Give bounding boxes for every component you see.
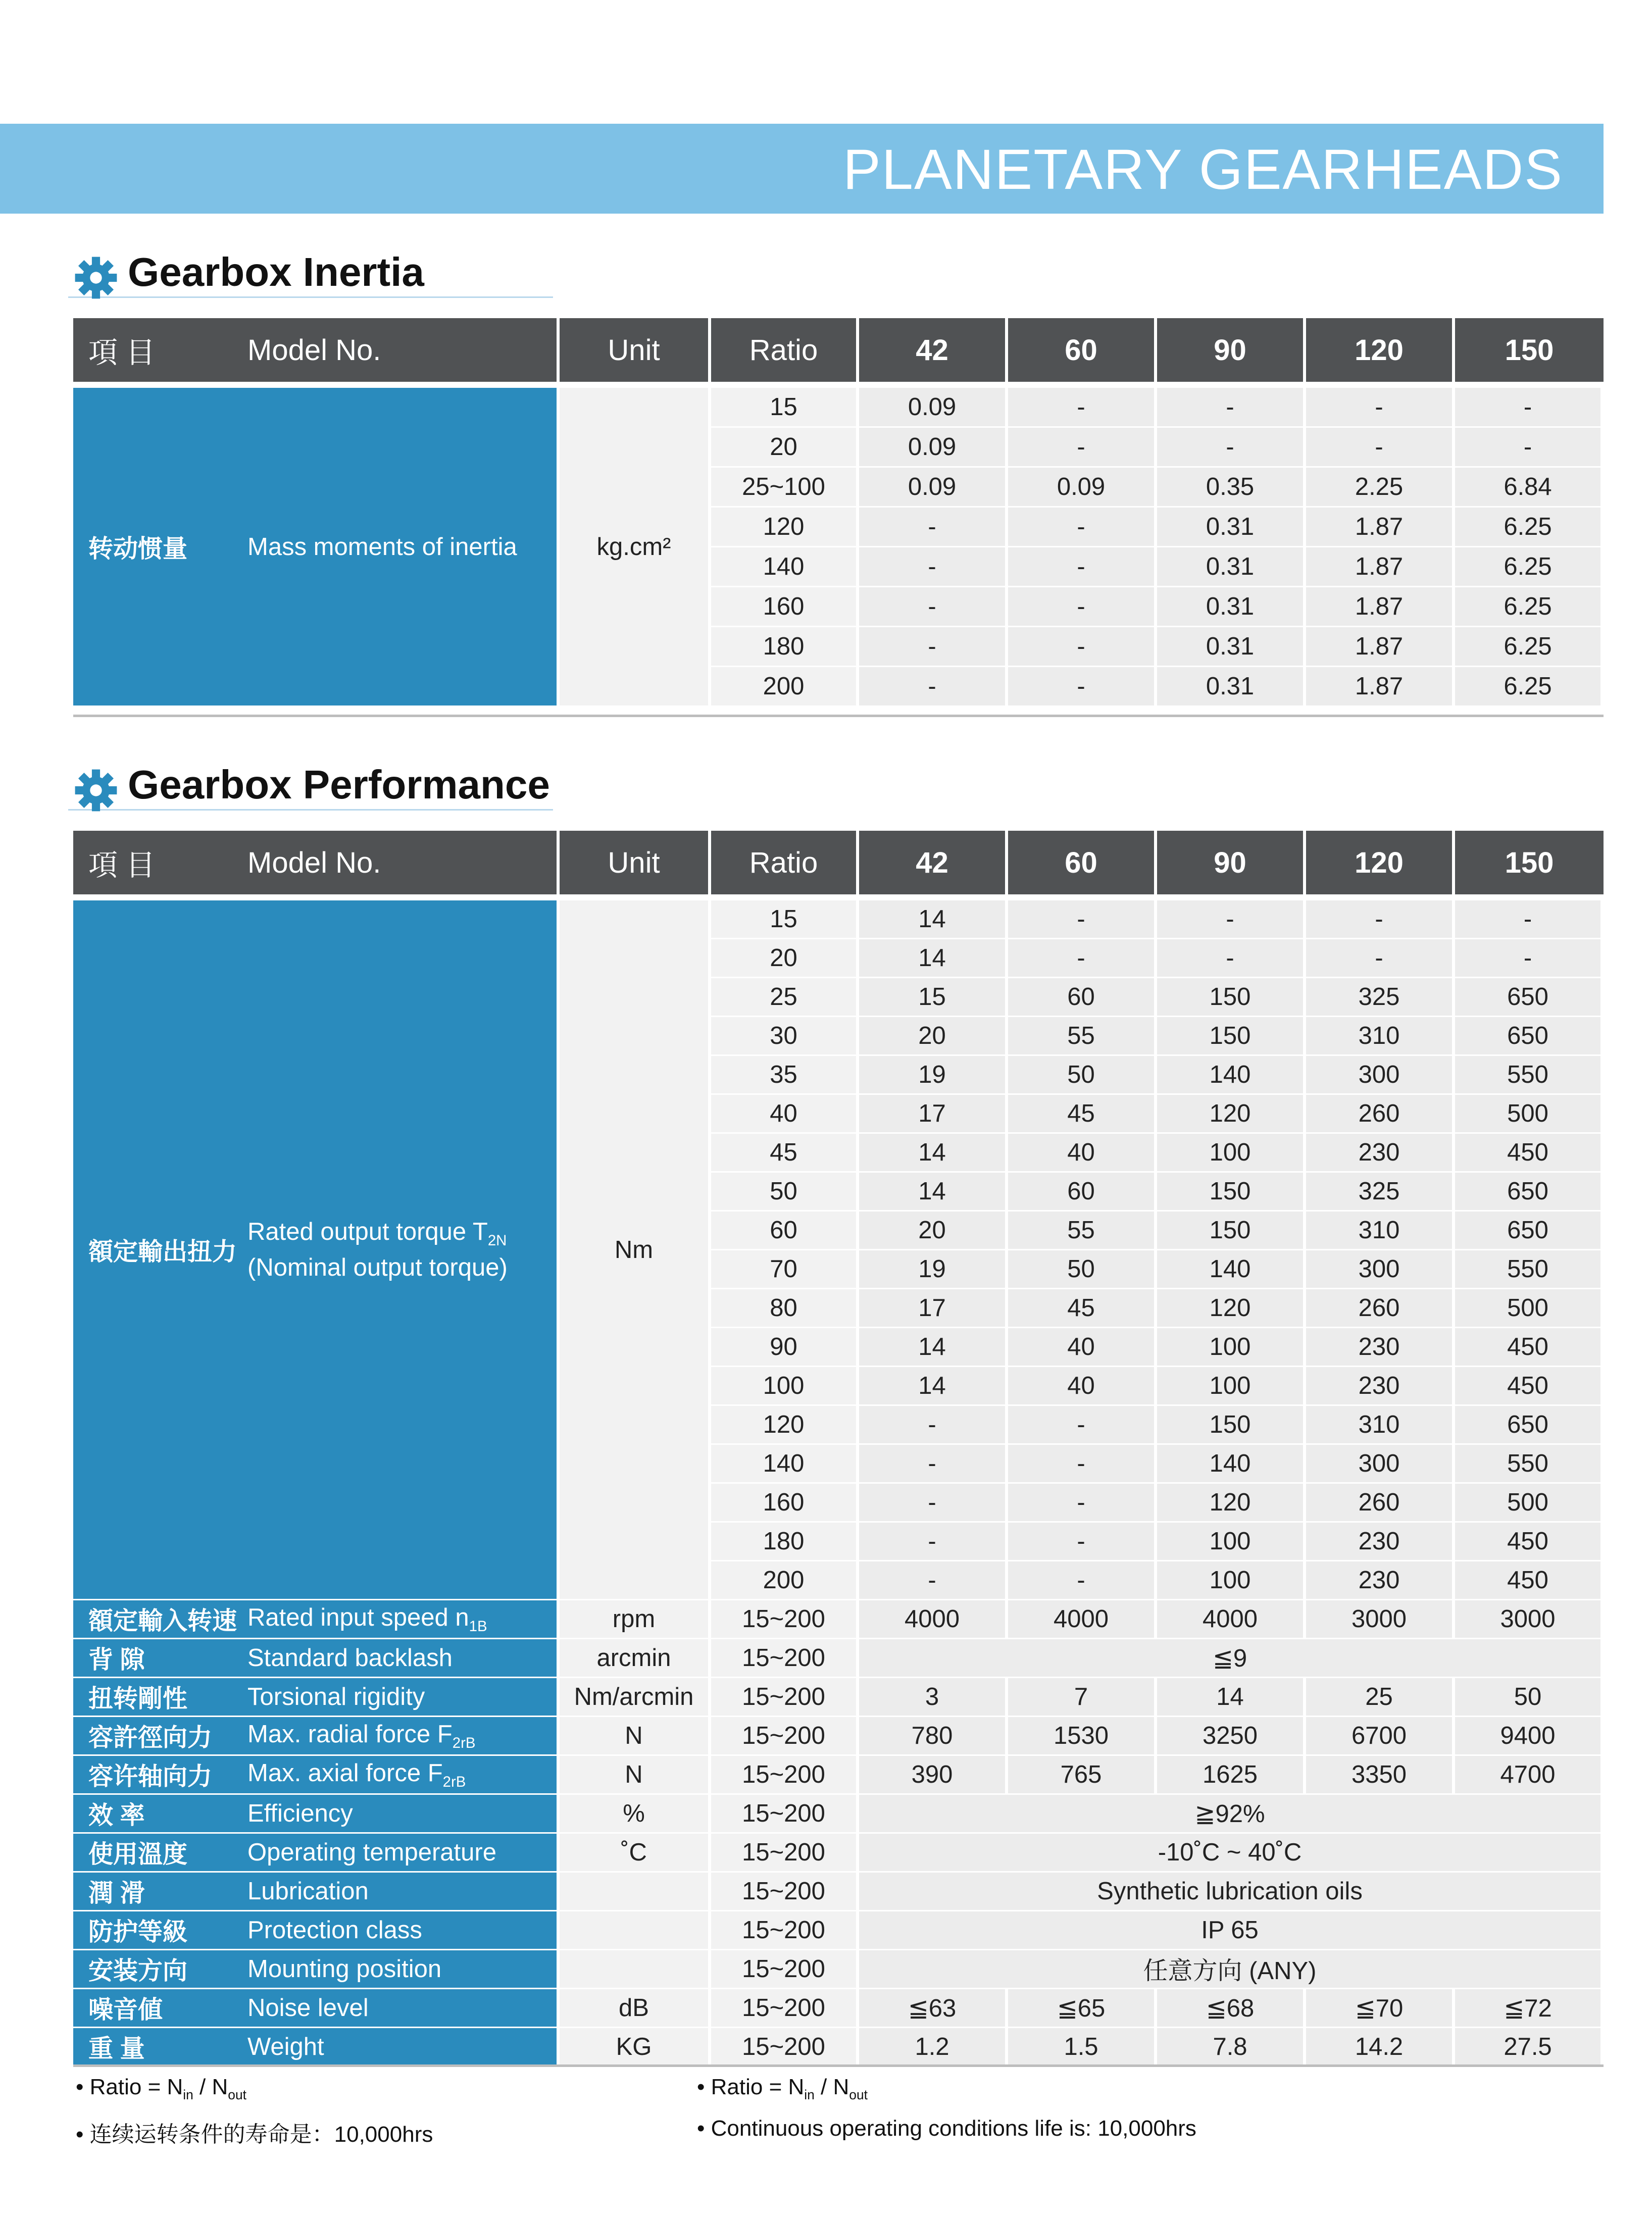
unit-cell <box>560 1950 711 1989</box>
value-cell: - <box>859 1406 1008 1445</box>
unit-cell: arcmin <box>560 1639 711 1678</box>
value-cell: ≦9 <box>859 1639 1604 1678</box>
value-cell: 650 <box>1455 1017 1604 1056</box>
value-cell: 6.25 <box>1455 547 1604 587</box>
value-cell: 450 <box>1455 1134 1604 1173</box>
value-cell: - <box>1157 939 1306 978</box>
value-cell: 40 <box>1008 1367 1157 1406</box>
value-cell: 6.25 <box>1455 627 1604 667</box>
ratio-cell: 35 <box>711 1056 859 1095</box>
value-cell: 14 <box>859 1328 1008 1367</box>
value-cell: 1.2 <box>859 2028 1008 2067</box>
ratio-cell: 200 <box>711 667 859 707</box>
value-cell: 550 <box>1455 1445 1604 1484</box>
ratio-cell: 30 <box>711 1017 859 1056</box>
value-cell: 4000 <box>859 1600 1008 1639</box>
value-cell: ≧92% <box>859 1795 1604 1834</box>
value-cell: - <box>1306 900 1455 939</box>
value-cell: 14 <box>859 1134 1008 1173</box>
value-cell: 20 <box>859 1017 1008 1056</box>
value-cell: 25 <box>1306 1678 1455 1717</box>
value-cell: 150 <box>1157 1173 1306 1212</box>
value-cell: 19 <box>859 1056 1008 1095</box>
table-row <box>73 900 1604 939</box>
value-cell: - <box>1157 900 1306 939</box>
value-cell: 300 <box>1306 1056 1455 1095</box>
value-cell: 260 <box>1306 1289 1455 1328</box>
ratio-cell: 60 <box>711 1212 859 1250</box>
table-row <box>73 388 1604 428</box>
table-row <box>73 1717 1604 1756</box>
value-cell: 120 <box>1157 1095 1306 1134</box>
header-model-120: 120 <box>1306 831 1455 894</box>
value-cell: 260 <box>1306 1484 1455 1523</box>
row-label-en: Rated input speed $n_{1B}$ <box>242 1600 560 1639</box>
row-label-cn: 转动惯量 <box>73 388 242 707</box>
performance-table <box>73 831 1604 2067</box>
header-model-90: 90 <box>1157 318 1306 382</box>
table-row <box>73 2028 1604 2067</box>
value-cell: - <box>1157 428 1306 468</box>
unit-cell: Nm <box>560 900 711 1600</box>
value-cell: 55 <box>1008 1212 1157 1250</box>
row-label-en: Max. radial force $F_{2rB}$ <box>242 1717 560 1756</box>
row-label-en: Operating temperature <box>242 1834 560 1873</box>
value-cell: 120 <box>1157 1484 1306 1523</box>
value-cell: - <box>1008 939 1157 978</box>
value-cell: 1625 <box>1157 1756 1306 1795</box>
value-cell: 260 <box>1306 1095 1455 1134</box>
value-cell: 17 <box>859 1095 1008 1134</box>
row-label-cn: 額定輸入转速 <box>73 1600 242 1639</box>
value-cell: 40 <box>1008 1328 1157 1367</box>
value-cell: - <box>1008 508 1157 547</box>
value-cell: - <box>859 547 1008 587</box>
row-label-cn: 容許徑向力 <box>73 1717 242 1756</box>
note-ratio-cn: • Ratio = $N_{in} / N_{out}$ <box>76 2075 246 2102</box>
value-cell: - <box>1008 587 1157 627</box>
note-life-en: • Continuous operating conditions life is: 10,000hrs <box>697 2116 1196 2141</box>
value-cell: 3 <box>859 1678 1008 1717</box>
inertia-section-title <box>68 246 553 298</box>
unit-cell <box>560 1873 711 1911</box>
value-cell: 100 <box>1157 1523 1306 1561</box>
value-cell: 450 <box>1455 1561 1604 1600</box>
ratio-cell: 15~200 <box>711 1717 859 1756</box>
value-cell: 50 <box>1455 1678 1604 1717</box>
header-model-150: 150 <box>1455 318 1604 382</box>
value-cell: 14 <box>1157 1678 1306 1717</box>
value-cell: 325 <box>1306 1173 1455 1212</box>
value-cell: 45 <box>1008 1289 1157 1328</box>
value-cell: 20 <box>859 1212 1008 1250</box>
value-cell: 60 <box>1008 978 1157 1017</box>
value-cell: - <box>1008 1445 1157 1484</box>
table-row <box>73 1756 1604 1795</box>
value-cell: 765 <box>1008 1756 1157 1795</box>
inertia-table <box>73 318 1604 707</box>
value-cell: 15 <box>859 978 1008 1017</box>
value-cell: - <box>1008 1406 1157 1445</box>
value-cell: - <box>1455 939 1604 978</box>
row-label-en: Efficiency <box>242 1795 560 1834</box>
value-cell: - <box>1008 900 1157 939</box>
row-label-en: Standard backlash <box>242 1639 560 1678</box>
unit-cell <box>560 1911 711 1950</box>
value-cell: 任意方向 (ANY) <box>859 1950 1604 1989</box>
ratio-cell: 15~200 <box>711 1600 859 1639</box>
unit-cell: dB <box>560 1989 711 2028</box>
value-cell: 550 <box>1455 1250 1604 1289</box>
ratio-cell: 50 <box>711 1173 859 1212</box>
value-cell: 50 <box>1008 1250 1157 1289</box>
row-label-cn: 背 隙 <box>73 1639 242 1678</box>
ratio-cell: 70 <box>711 1250 859 1289</box>
value-cell: 310 <box>1306 1212 1455 1250</box>
inertia-bottom-rule <box>73 715 1604 717</box>
ratio-cell: 15~200 <box>711 2028 859 2067</box>
row-label-cn: 安装方向 <box>73 1950 242 1989</box>
value-cell: 0.09 <box>1008 468 1157 508</box>
value-cell: 19 <box>859 1250 1008 1289</box>
header-model-60: 60 <box>1008 318 1157 382</box>
value-cell: 140 <box>1157 1056 1306 1095</box>
value-cell: 40 <box>1008 1134 1157 1173</box>
value-cell: ≦70 <box>1306 1989 1455 2028</box>
value-cell: 9400 <box>1455 1717 1604 1756</box>
value-cell: 650 <box>1455 1406 1604 1445</box>
value-cell: 1.87 <box>1306 508 1455 547</box>
ratio-cell: 15 <box>711 900 859 939</box>
value-cell: 310 <box>1306 1406 1455 1445</box>
value-cell: 1.87 <box>1306 667 1455 707</box>
value-cell: - <box>1008 547 1157 587</box>
row-label-cn: 噪音値 <box>73 1989 242 2028</box>
header-model: Model No. <box>242 831 560 894</box>
ratio-cell: 15~200 <box>711 1950 859 1989</box>
value-cell: - <box>859 508 1008 547</box>
note-life-cn: • 连续运转条件的寿命是：10,000hrs <box>76 2122 433 2147</box>
header-model-90: 90 <box>1157 831 1306 894</box>
value-cell: 120 <box>1157 1289 1306 1328</box>
value-cell: 150 <box>1157 1406 1306 1445</box>
value-cell: ≦65 <box>1008 1989 1157 2028</box>
row-label-en: Protection class <box>242 1911 560 1950</box>
value-cell: 500 <box>1455 1289 1604 1328</box>
value-cell: - <box>1306 428 1455 468</box>
row-label-cn: 容许轴向力 <box>73 1756 242 1795</box>
value-cell: - <box>1008 1484 1157 1523</box>
ratio-cell: 45 <box>711 1134 859 1173</box>
value-cell: 230 <box>1306 1328 1455 1367</box>
row-label-cn: 效 率 <box>73 1795 242 1834</box>
ratio-cell: 15~200 <box>711 1795 859 1834</box>
header-item: 項 目 <box>73 318 242 382</box>
ratio-cell: 20 <box>711 939 859 978</box>
value-cell: 0.31 <box>1157 547 1306 587</box>
ratio-cell: 140 <box>711 1445 859 1484</box>
performance-bottom-rule <box>73 2064 1604 2067</box>
value-cell: 1.5 <box>1008 2028 1157 2067</box>
table-row <box>73 1989 1604 2028</box>
row-label-en: Max. axial force $F_{2rB}$ <box>242 1756 560 1795</box>
ratio-cell: 160 <box>711 587 859 627</box>
page-title: PLANETARY GEARHEADS <box>842 138 1563 201</box>
value-cell: 450 <box>1455 1367 1604 1406</box>
performance-title-text: Gearbox Performance <box>128 762 550 807</box>
value-cell: 150 <box>1157 1017 1306 1056</box>
ratio-cell: 15~200 <box>711 1834 859 1873</box>
header-item: 項 目 <box>73 831 242 894</box>
header-model: Model No. <box>242 318 560 382</box>
value-cell: - <box>1306 939 1455 978</box>
row-label-en: Noise level <box>242 1989 560 2028</box>
value-cell: 6700 <box>1306 1717 1455 1756</box>
value-cell: 0.31 <box>1157 667 1306 707</box>
header-model-120: 120 <box>1306 318 1455 382</box>
value-cell: 230 <box>1306 1134 1455 1173</box>
ratio-cell: 15~200 <box>711 1989 859 2028</box>
unit-cell: N <box>560 1717 711 1756</box>
value-cell: -10˚C ~ 40˚C <box>859 1834 1604 1873</box>
table-row <box>73 1639 1604 1678</box>
value-cell: 390 <box>859 1756 1008 1795</box>
value-cell: 6.84 <box>1455 468 1604 508</box>
value-cell: 6.25 <box>1455 508 1604 547</box>
value-cell: ≦68 <box>1157 1989 1306 2028</box>
value-cell: ≦72 <box>1455 1989 1604 2028</box>
ratio-cell: 15~200 <box>711 1678 859 1717</box>
header-ratio: Ratio <box>711 831 859 894</box>
row-label-en: Mounting position <box>242 1950 560 1989</box>
value-cell: 6.25 <box>1455 667 1604 707</box>
value-cell: 500 <box>1455 1484 1604 1523</box>
value-cell: 0.09 <box>859 468 1008 508</box>
value-cell: - <box>859 1484 1008 1523</box>
value-cell: 4000 <box>1008 1600 1157 1639</box>
value-cell: 55 <box>1008 1017 1157 1056</box>
performance-section-title <box>68 759 553 811</box>
header-model-42: 42 <box>859 831 1008 894</box>
value-cell: 60 <box>1008 1173 1157 1212</box>
unit-cell: Nm/arcmin <box>560 1678 711 1717</box>
value-cell: 780 <box>859 1717 1008 1756</box>
value-cell: 3000 <box>1455 1600 1604 1639</box>
value-cell: 140 <box>1157 1250 1306 1289</box>
value-cell: 17 <box>859 1289 1008 1328</box>
value-cell: 650 <box>1455 1173 1604 1212</box>
inertia-title-text: Gearbox Inertia <box>128 249 424 294</box>
value-cell: 150 <box>1157 978 1306 1017</box>
header-ratio: Ratio <box>711 318 859 382</box>
note-ratio-en: • Ratio = $N_{in} / N_{out}$ <box>697 2075 868 2102</box>
row-label-cn: 使用溫度 <box>73 1834 242 1873</box>
value-cell: 1.87 <box>1306 587 1455 627</box>
value-cell: 650 <box>1455 978 1604 1017</box>
title-banner <box>0 124 1604 214</box>
ratio-cell: 15~200 <box>711 1639 859 1678</box>
value-cell: - <box>859 1445 1008 1484</box>
value-cell: 300 <box>1306 1250 1455 1289</box>
ratio-cell: 15 <box>711 388 859 428</box>
value-cell: 50 <box>1008 1056 1157 1095</box>
value-cell: 325 <box>1306 978 1455 1017</box>
value-cell: 550 <box>1455 1056 1604 1095</box>
ratio-cell: 90 <box>711 1328 859 1367</box>
value-cell: - <box>1008 667 1157 707</box>
value-cell: 450 <box>1455 1328 1604 1367</box>
value-cell: 140 <box>1157 1445 1306 1484</box>
value-cell: 7.8 <box>1157 2028 1306 2067</box>
value-cell: 230 <box>1306 1367 1455 1406</box>
gear-icon <box>73 255 119 300</box>
gear-icon <box>73 768 119 813</box>
value-cell: 0.31 <box>1157 508 1306 547</box>
ratio-cell: 15~200 <box>711 1756 859 1795</box>
value-cell: - <box>859 1523 1008 1561</box>
value-cell: - <box>859 587 1008 627</box>
value-cell: - <box>1157 388 1306 428</box>
value-cell: 3000 <box>1306 1600 1455 1639</box>
value-cell: 0.09 <box>859 428 1008 468</box>
value-cell: - <box>1455 428 1604 468</box>
ratio-cell: 20 <box>711 428 859 468</box>
value-cell: - <box>859 1561 1008 1600</box>
value-cell: 230 <box>1306 1561 1455 1600</box>
row-label-cn: 扭转剛性 <box>73 1678 242 1717</box>
ratio-cell: 15~200 <box>711 1873 859 1911</box>
ratio-cell: 15~200 <box>711 1911 859 1950</box>
value-cell: - <box>1008 1561 1157 1600</box>
table-row <box>73 1873 1604 1911</box>
ratio-cell: 180 <box>711 627 859 667</box>
value-cell: 1.87 <box>1306 627 1455 667</box>
value-cell: 3250 <box>1157 1717 1306 1756</box>
value-cell: 100 <box>1157 1367 1306 1406</box>
ratio-cell: 200 <box>711 1561 859 1600</box>
value-cell: 2.25 <box>1306 468 1455 508</box>
value-cell: ≦63 <box>859 1989 1008 2028</box>
value-cell: - <box>1008 1523 1157 1561</box>
value-cell: 100 <box>1157 1561 1306 1600</box>
row-label-en: Weight <box>242 2028 560 2067</box>
value-cell: - <box>1008 627 1157 667</box>
value-cell: 7 <box>1008 1678 1157 1717</box>
row-label-en: Rated output torque $T_{2N}$ (Nominal output torque) <box>242 900 560 1600</box>
value-cell: - <box>859 667 1008 707</box>
value-cell: Synthetic lubrication oils <box>859 1873 1604 1911</box>
header-model-42: 42 <box>859 318 1008 382</box>
header-unit: Unit <box>560 831 711 894</box>
table-row <box>73 1795 1604 1834</box>
ratio-cell: 100 <box>711 1367 859 1406</box>
value-cell: - <box>1455 388 1604 428</box>
value-cell: 100 <box>1157 1134 1306 1173</box>
value-cell: 14 <box>859 1173 1008 1212</box>
value-cell: 4000 <box>1157 1600 1306 1639</box>
value-cell: 650 <box>1455 1212 1604 1250</box>
value-cell: IP 65 <box>859 1911 1604 1950</box>
table-row <box>73 1950 1604 1989</box>
value-cell: 27.5 <box>1455 2028 1604 2067</box>
value-cell: 450 <box>1455 1523 1604 1561</box>
ratio-cell: 160 <box>711 1484 859 1523</box>
value-cell: 14 <box>859 1367 1008 1406</box>
value-cell: 0.09 <box>859 388 1008 428</box>
value-cell: 0.35 <box>1157 468 1306 508</box>
header-unit: Unit <box>560 318 711 382</box>
header-model-60: 60 <box>1008 831 1157 894</box>
value-cell: 4700 <box>1455 1756 1604 1795</box>
row-label-en: Torsional rigidity <box>242 1678 560 1717</box>
value-cell: 6.25 <box>1455 587 1604 627</box>
value-cell: - <box>1008 428 1157 468</box>
value-cell: 300 <box>1306 1445 1455 1484</box>
table-row <box>73 1911 1604 1950</box>
unit-cell: % <box>560 1795 711 1834</box>
ratio-cell: 40 <box>711 1095 859 1134</box>
table-row <box>73 1600 1604 1639</box>
table-header <box>73 318 1604 382</box>
ratio-cell: 25~100 <box>711 468 859 508</box>
table-header <box>73 831 1604 894</box>
ratio-cell: 180 <box>711 1523 859 1561</box>
row-label-cn: 防护等級 <box>73 1911 242 1950</box>
value-cell: 500 <box>1455 1095 1604 1134</box>
value-cell: 150 <box>1157 1212 1306 1250</box>
value-cell: 45 <box>1008 1095 1157 1134</box>
value-cell: - <box>1455 900 1604 939</box>
value-cell: 1.87 <box>1306 547 1455 587</box>
ratio-cell: 120 <box>711 1406 859 1445</box>
header-model-150: 150 <box>1455 831 1604 894</box>
value-cell: 100 <box>1157 1328 1306 1367</box>
ratio-cell: 80 <box>711 1289 859 1328</box>
value-cell: 310 <box>1306 1017 1455 1056</box>
value-cell: 0.31 <box>1157 587 1306 627</box>
value-cell: 0.31 <box>1157 627 1306 667</box>
unit-cell: kg.cm² <box>560 388 711 707</box>
value-cell: 230 <box>1306 1523 1455 1561</box>
value-cell: - <box>859 627 1008 667</box>
unit-cell: rpm <box>560 1600 711 1639</box>
row-label-en: Mass moments of inertia <box>242 388 560 707</box>
ratio-cell: 25 <box>711 978 859 1017</box>
unit-cell: N <box>560 1756 711 1795</box>
ratio-cell: 120 <box>711 508 859 547</box>
table-row <box>73 1834 1604 1873</box>
ratio-cell: 140 <box>711 547 859 587</box>
row-label-en: Lubrication <box>242 1873 560 1911</box>
row-label-cn: 額定輸出扭力 <box>73 900 242 1600</box>
row-label-cn: 潤 滑 <box>73 1873 242 1911</box>
unit-cell: KG <box>560 2028 711 2067</box>
value-cell: 3350 <box>1306 1756 1455 1795</box>
row-label-cn: 重 量 <box>73 2028 242 2067</box>
table-row <box>73 1678 1604 1717</box>
value-cell: - <box>1008 388 1157 428</box>
unit-cell: ˚C <box>560 1834 711 1873</box>
value-cell: 14 <box>859 939 1008 978</box>
value-cell: 1530 <box>1008 1717 1157 1756</box>
value-cell: 14 <box>859 900 1008 939</box>
value-cell: - <box>1306 388 1455 428</box>
value-cell: 14.2 <box>1306 2028 1455 2067</box>
